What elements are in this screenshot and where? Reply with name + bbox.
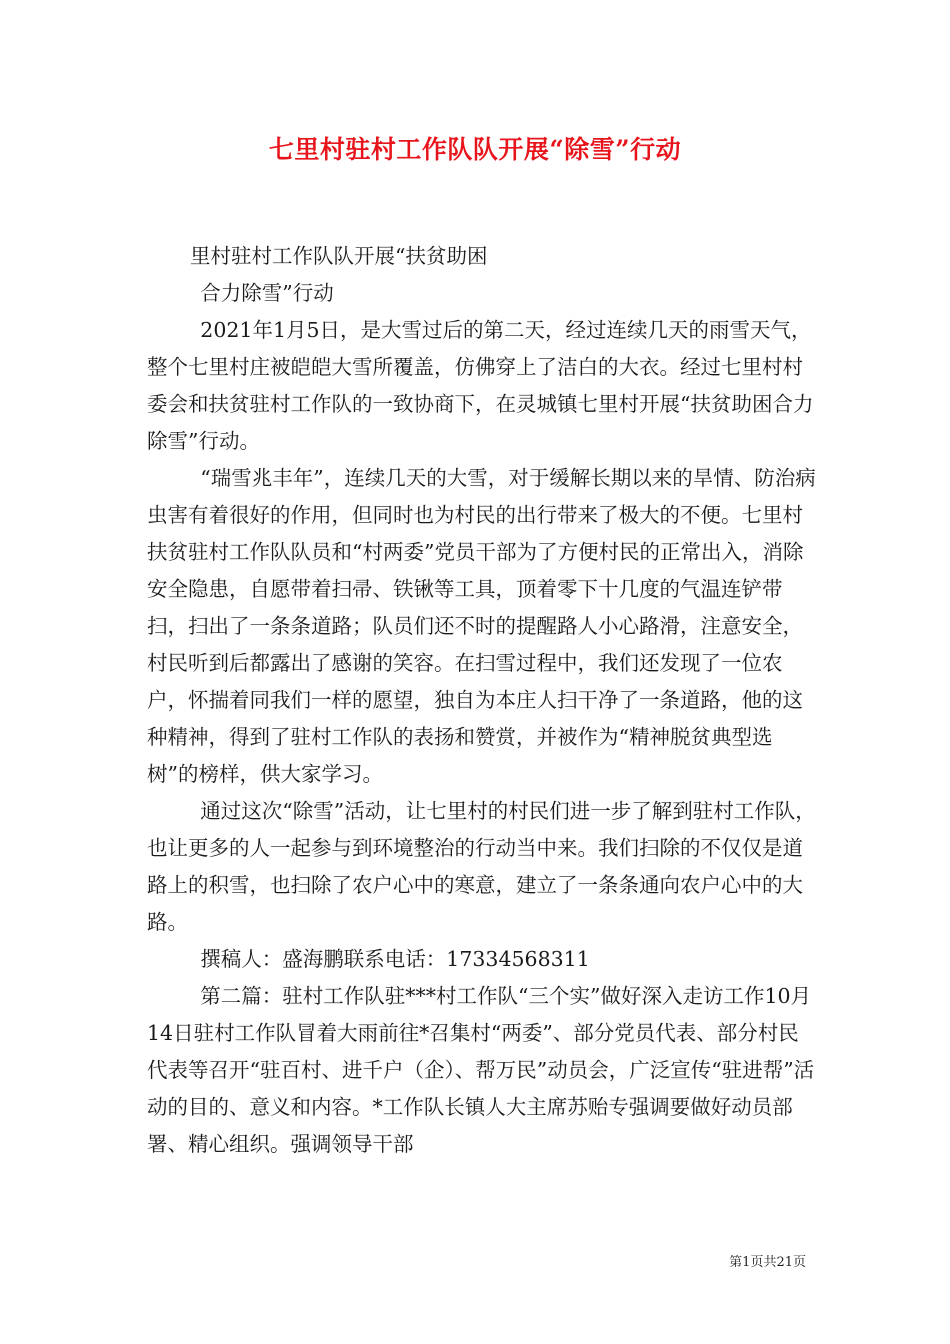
paragraph-1: 2021年1月5日，是大雪过后的第二天，经过连续几天的雨雪天气，整个七里村庄被皑皑大雪所覆盖，仿佛穿上了洁白的大衣。经过七里村村委会和扶贫驻村工作队的一致协商下，在灵城镇七里村开展“扶贫助困合力除雪”行动。: [147, 318, 814, 453]
paragraph-heading-1: 里村驻村工作队队开展“扶贫助困: [190, 244, 488, 268]
paragraph-3: 通过这次“除雪”活动，让七里村的村民们进一步了解到驻村工作队，也让更多的人一起参与到环境整治的行动当中来。我们扫除的不仅仅是道路上的积雪，也扫除了农户心中的寒意，建立了一条条通向农户心中的大路。: [147, 799, 816, 934]
paragraph-heading-2: 合力除雪”行动: [200, 281, 334, 305]
document-body: [147, 238, 817, 1163]
paragraph-4: 第二篇：驻村工作队驻***村工作队“三个实”做好深入走访工作10月14日驻村工作队冒着大雨前往*召集村“两委”、部分党员代表、部分村民代表等召开“驻百村、进千户（企）、帮万民”动员会，广泛宣传“驻进帮”活动的目的、意义和内容。*工作队长镇人大主席苏贻专强调要做好动员部署、精心组织。强调领导干部: [147, 984, 815, 1156]
document-title: 七里村驻村工作队队开展“除雪”行动: [268, 135, 682, 164]
author-line: 撰稿人：盛海鹏联系电话：17334568311: [200, 947, 590, 971]
page-number: 第1页共21页: [729, 1255, 806, 1270]
paragraph-2: “瑞雪兆丰年”，连续几天的大雪，对于缓解长期以来的旱情、防治病虫害有着很好的作用，但同时也为村民的出行带来了极大的不便。七里村扶贫驻村工作队队员和“村两委”党员干部为了方便村民的正常出入，消除安全隐患，自愿带着扫帚、铁锹等工具，顶着零下十几度的气温连铲带扫，扫出了一条条道路；队员们还不时的提醒路人小心路滑，注意安全，村民听到后都露出了感谢的笑容。在扫雪过程中，我们还发现了一位农户，怀揣着同我们一样的愿望，独自为本庄人扫干净了一条道路，他的这种精神，得到了驻村工作队的表扬和赞赏，并被作为“精神脱贫典型选树”的榜样，供大家学习。: [147, 466, 816, 786]
